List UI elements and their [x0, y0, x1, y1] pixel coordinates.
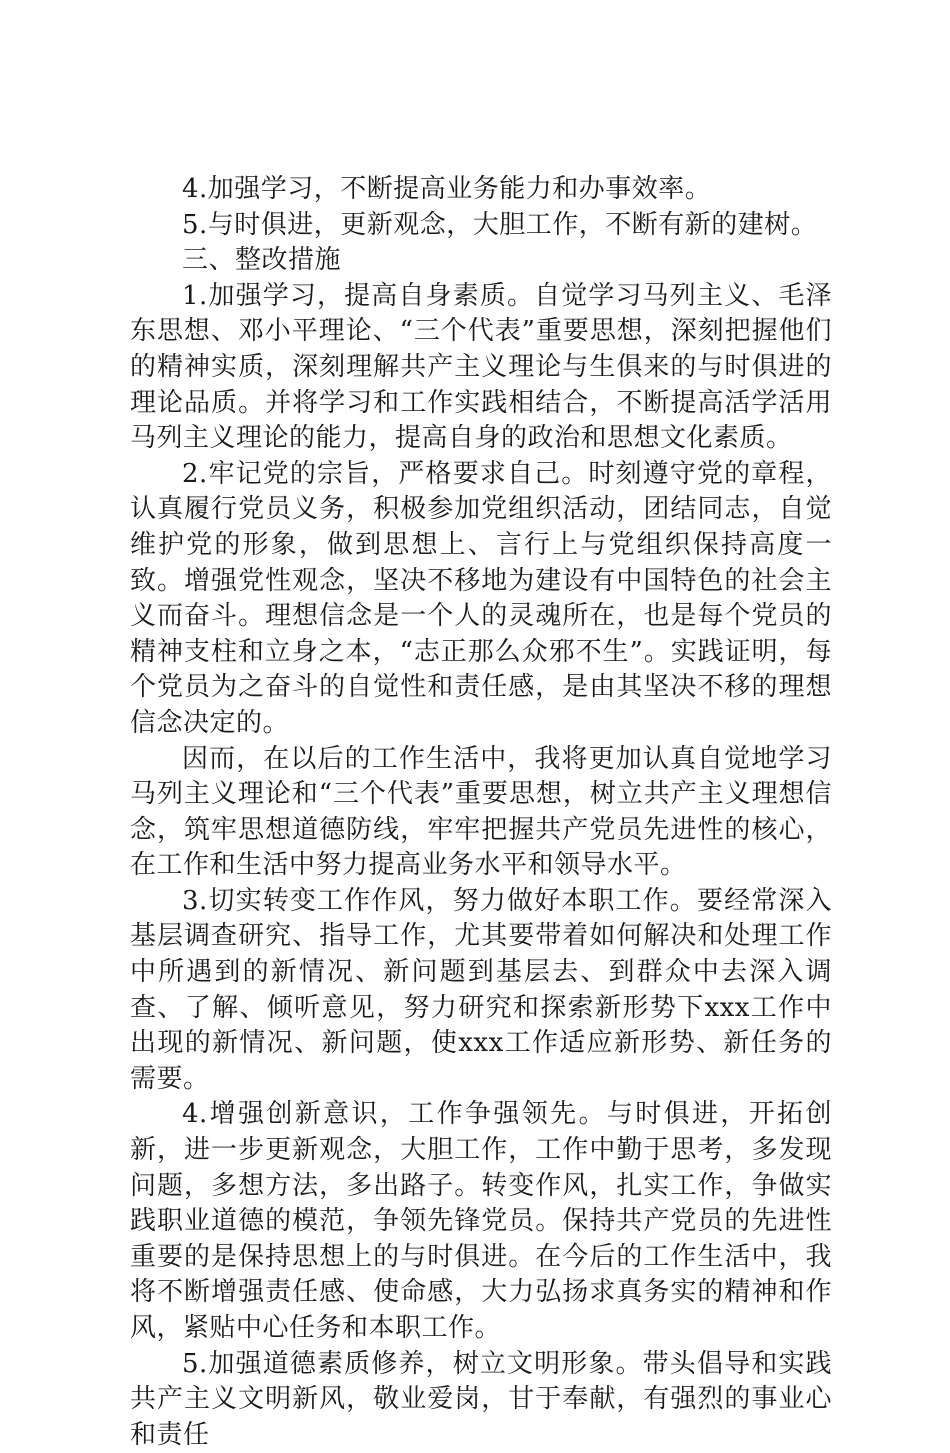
paragraph-measure-1: 1.加强学习，提高自身素质。自觉学习马列主义、毛泽东思想、邓小平理论、“三个代表”重要思想，深刻把握他们的精神实质，深刻理解共产主义理论与生俱来的与时俱进的理论品质。并将学习和工作实践相结合，不断提高活学活用马列主义理论的能力，提高自身的政治和思想文化素质。 — [130, 280, 832, 454]
paragraph-measure-2-continued: 因而，在以后的工作生活中，我将更加认真自觉地学习马列主义理论和“三个代表”重要思想，树立共产主义理想信念，筑牢思想道德防线，牢牢把握共产党员先进性的核心，在工作和生活中努力提高业务水平和领导水平。 — [130, 743, 832, 881]
section-heading-rectification: 三、整改措施 — [182, 245, 342, 276]
document-body — [130, 172, 832, 1453]
paragraph-measure-4: 4.增强创新意识，工作争强领先。与时俱进，开拓创新，进一步更新观念，大胆工作，工作中勤于思考，多发现问题，多想方法，多出路子。转变作风，扎实工作，争做实践职业道德的模范，争领先锋党员。保持共产党员的先进性重要的是保持思想上的与时俱进。在今后的工作生活中，我将不断增强责任感、使命感，大力弘扬求真务实的精神和作风，紧贴中心任务和本职工作。 — [130, 1099, 832, 1343]
paragraph-measure-3: 3.切实转变工作作风，努力做好本职工作。要经常深入基层调查研究、指导工作，尤其要带着如何解决和处理工作中所遇到的新情况、新问题到基层去、到群众中去深入调查、了解、倾听意见，努力研究和探索新形势下xxx工作中出现的新情况、新问题，使xxx工作适应新形势、新任务的需要。 — [130, 885, 832, 1094]
paragraph-item-4: 4.加强学习，不断提高业务能力和办事效率。 — [182, 174, 712, 204]
paragraph-item-5: 5.与时俱进，更新观念，大胆工作，不断有新的建树。 — [182, 209, 818, 240]
paragraph-measure-5: 5.加强道德素质修养，树立文明形象。带头倡导和实践共产主义文明新风，敬业爱岗，甘于奉献，有强烈的事业心和责任 — [130, 1348, 832, 1450]
paragraph-measure-2: 2.牢记党的宗旨，严格要求自己。时刻遵守党的章程，认真履行党员义务，积极参加党组织活动，团结同志，自觉维护党的形象，做到思想上、言行上与党组织保持高度一致。增强党性观念，坚决不移地为建设有中国特色的社会主义而奋斗。理想信念是一个人的灵魂所在，也是每个党员的精神支柱和立身之本，“志正那么众邪不生”。实践证明，每个党员为之奋斗的自觉性和责任感，是由其坚决不移的理想信念决定的。 — [130, 458, 832, 738]
